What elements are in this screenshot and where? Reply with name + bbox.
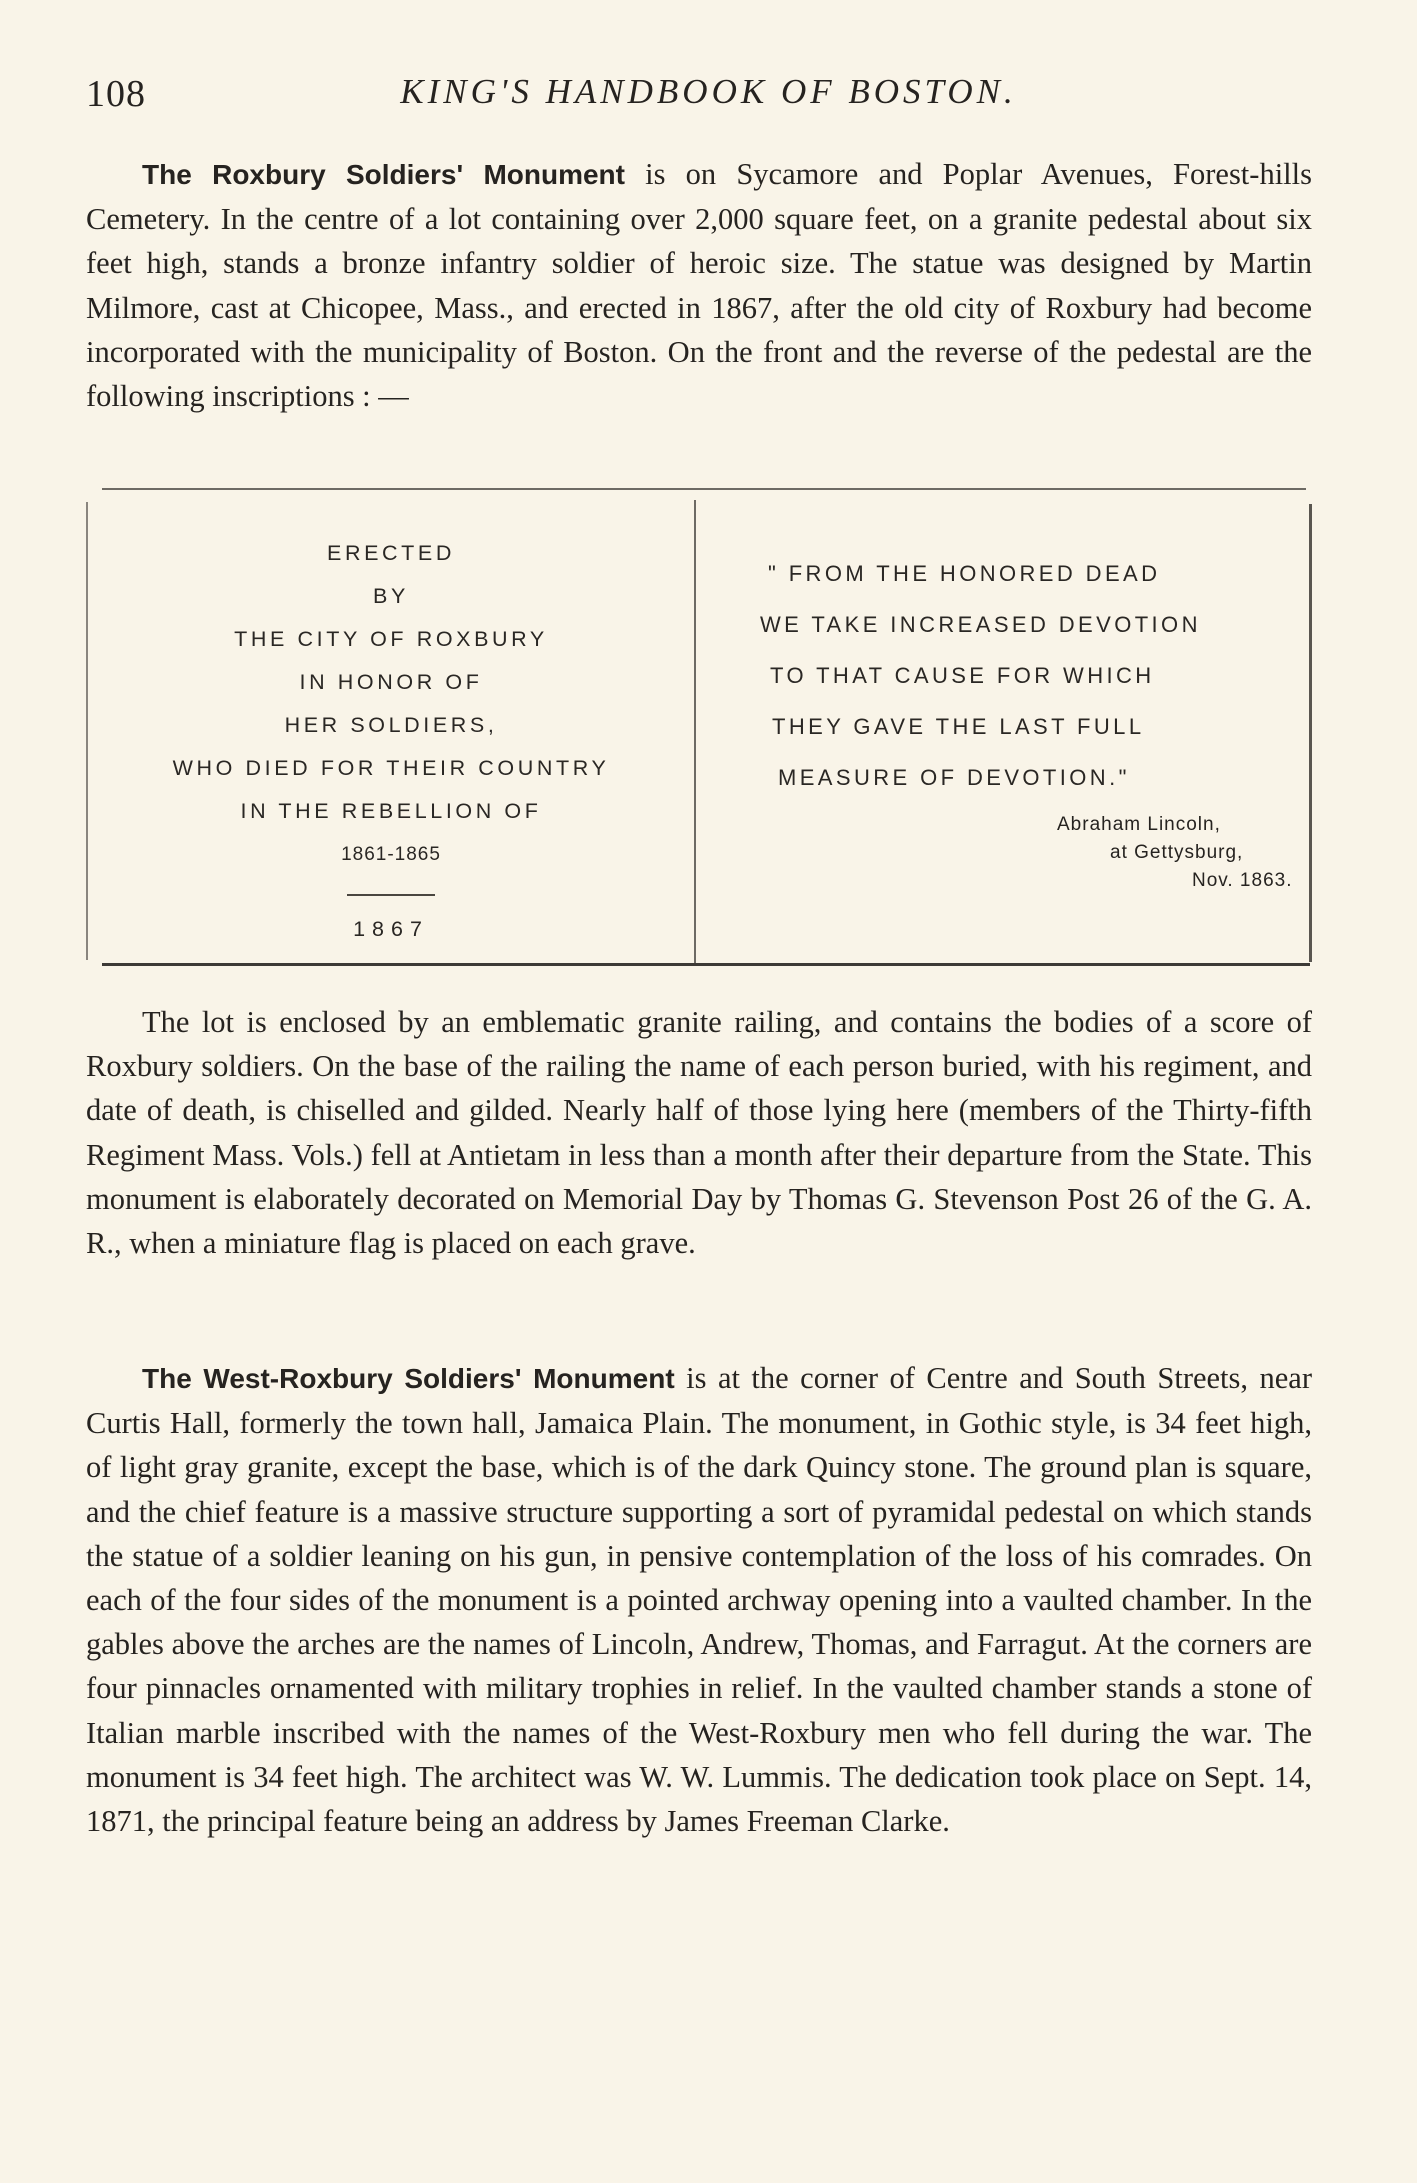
inscription-line: IN HONOR OF xyxy=(299,670,483,694)
paragraph-text: is at the corner of Centre and South Streets, near Curtis Hall, formerly the town hall, Jamaica Plain. The monument, in Gothic style, is 34 feet high, of light gray granite, except the base, which is of the dark Quincy stone. The ground plan is square, and the chief feature is a massive structure supporting a sort of pyramidal pedestal on which stands the statue of a soldier leaning on his gun, in pensive contemplation of the loss of his comrades. On each of the four sides of the monument is a pointed archway opening into a vaulted chamber. In the gables above the arches are the names of Lincoln, Andrew, Thomas, and Farragut. At the corners are four pinnacles ornamented with military trophies in relief. In the vaulted chamber stands a stone of Italian marble inscribed with the names of the West-Roxbury men who fell during the war. The monument is 34 feet high. The architect was W. W. Lummis. The dedication took place on Sept. 14, 1871, the principal feature being an address by James Freeman Clarke. xyxy=(86,1361,1312,1839)
page-header xyxy=(86,72,1331,122)
inscription-line: ERECTED xyxy=(327,541,455,565)
inscription-year: 1867 xyxy=(353,917,429,941)
paragraph-text: The lot is enclosed by an emblematic granite railing, and contains the bodies of a score of Roxbury soldiers. On the base of the railing the name of each person buried, with his regiment, and date of death, is chiselled and gilded. Nearly half of those lying here (members of the Thirty-fifth Regiment Mass. Vols.) fell at Antietam in less than a month after their departure from the State. This monument is elaborately decorated on Memorial Day by Thomas G. Stevenson Post 26 of the G. A. R., when a miniature flag is placed on each grave. xyxy=(86,1005,1312,1261)
paragraph-west-roxbury-monument xyxy=(86,1356,1312,1843)
attribution-line: Abraham Lincoln, xyxy=(1057,814,1221,835)
inscription-line: BY xyxy=(373,584,409,608)
inscription-divider xyxy=(347,894,435,896)
inscription-line: THE CITY OF ROXBURY xyxy=(234,627,548,651)
inscription-line: TO THAT CAUSE FOR WHICH xyxy=(770,663,1155,688)
table-bottom-rule xyxy=(102,963,1310,966)
inscription-dates: 1861-1865 xyxy=(341,844,441,865)
table-right-rule xyxy=(1309,504,1312,962)
paragraph-lead: The Roxbury Soldiers' Monument xyxy=(142,159,625,190)
inscription-line: WE TAKE INCREASED DEVOTION xyxy=(760,612,1201,637)
attribution-line: at Gettysburg, xyxy=(1110,842,1244,863)
table-top-rule xyxy=(102,488,1306,490)
reverse-inscription xyxy=(698,548,1306,895)
paragraph-lead: The West-Roxbury Soldiers' Monument xyxy=(142,1363,675,1394)
inscription-line: " FROM THE HONORED DEAD xyxy=(768,561,1161,586)
table-divider-rule xyxy=(694,500,696,964)
inscription-table xyxy=(86,488,1312,966)
front-inscription xyxy=(88,532,694,951)
inscription-line: HER SOLDIERS, xyxy=(284,713,498,737)
page-number: 108 xyxy=(86,73,146,115)
attribution-line: Nov. 1863. xyxy=(1192,870,1293,891)
quote-attribution xyxy=(698,811,1306,895)
inscription-line: MEASURE OF DEVOTION." xyxy=(778,765,1130,790)
paragraph-roxbury-lot xyxy=(86,1000,1312,1265)
paragraph-text: is on Sycamore and Poplar Avenues, Forest-hills Cemetery. In the centre of a lot containing over 2,000 square feet, on a granite pedestal about six feet high, stands a bronze infantry soldier of heroic size. The statue was designed by Martin Milmore, cast at Chicopee, Mass., and erected in 1867, after the old city of Roxbury had become incorporated with the municipality of Boston. On the front and the reverse of the pedestal are the following inscriptions : — xyxy=(86,157,1312,414)
running-title: KING'S HANDBOOK OF BOSTON. xyxy=(400,72,1017,111)
inscription-line: IN THE REBELLION OF xyxy=(240,799,542,823)
inscription-line: WHO DIED FOR THEIR COUNTRY xyxy=(172,756,610,780)
paragraph-roxbury-monument xyxy=(86,152,1312,418)
inscription-line: THEY GAVE THE LAST FULL xyxy=(772,714,1145,739)
